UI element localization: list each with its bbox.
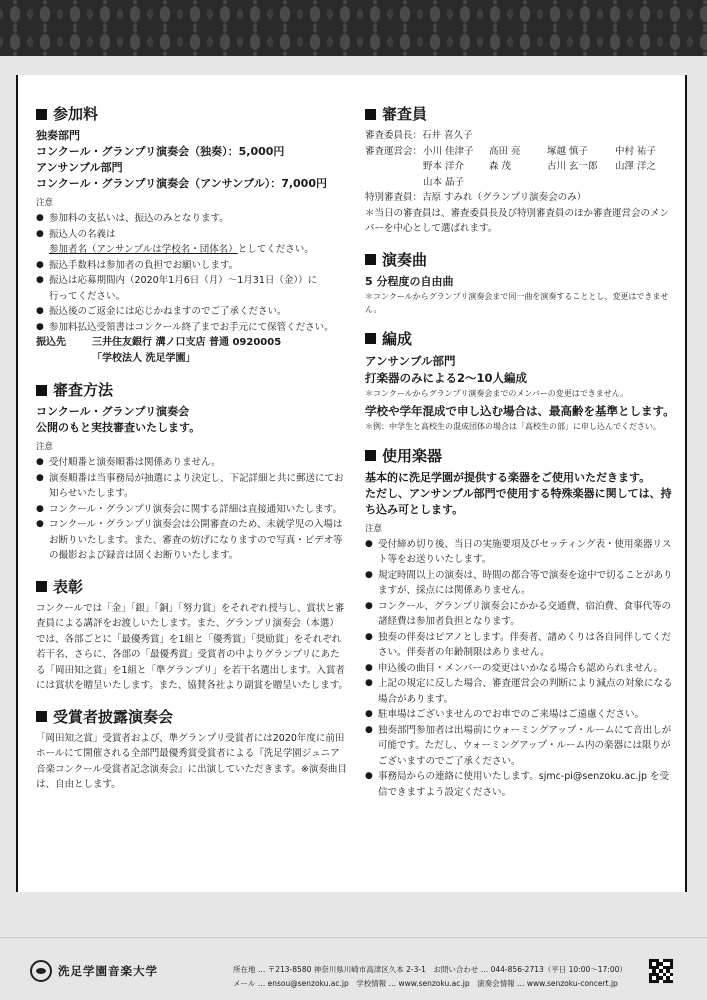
jury-member: 山本 晶子 <box>423 176 465 188</box>
form-section <box>365 330 677 433</box>
payer-name-rule: 参加者名（アンサンブルは学校名・団体名） <box>49 244 238 255</box>
method-note: ● コンクール・グランプリ演奏会は公開審査のため、未就学児の入場はお断りいたします。また、審査の妨げになりますので写真・ビデオ等の撮影および録音は固くお断りいたします。 <box>36 517 348 564</box>
fee-notes <box>36 304 348 335</box>
form-heading: 編成 <box>365 330 677 348</box>
square-bullet-icon <box>36 581 47 592</box>
decorative-damask-band <box>0 0 707 56</box>
instruments-note: ● 独奏部門参加者は出場前にウォーミングアップ・ルームにて音出しが可能です。ただし、ウォーミングアップ・ルーム内の楽器には限りがございますのでご了承ください。 <box>365 723 677 770</box>
piece-section <box>365 251 677 316</box>
square-bullet-icon <box>365 254 376 265</box>
fee-note: ● 参加料の支払いは、振込のみとなります。 <box>36 211 348 227</box>
left-column <box>36 105 348 807</box>
address-line: 所在地 … 〒213-8580 神奈川県川崎市高津区久本 2-3-1 お問い合わせ … 044-856-2713（平日 10:00～17:00） <box>233 965 627 974</box>
jury-member: 山澤 洋之 <box>615 161 657 172</box>
form-line: 打楽器のみによる2～10人編成 <box>365 370 528 385</box>
method-note: ● 受付順番と演奏順番は関係ありません。 <box>36 455 348 471</box>
instruments-note: ● 受付締め切り後、当日の実施要項及びセッティング表・使用楽器リスト等をお送りいたします。 <box>365 537 677 568</box>
square-bullet-icon <box>36 385 47 396</box>
school-emblem-icon <box>30 960 52 982</box>
fee-line: コンクール・グランプリ演奏会（独奏）：5,000円 <box>36 145 285 158</box>
jury-member: 森 茂 <box>489 161 512 172</box>
jury-member: 小川 佳津子 <box>423 145 474 157</box>
bank-holder: 「学校法人 洗足学園」 <box>92 353 196 364</box>
instruments-note: ● 駐車場はございませんのでお車でのご来場はご遠慮ください。 <box>365 707 677 723</box>
jury-board-row <box>365 144 677 191</box>
bank-label: 振込先 <box>36 337 66 348</box>
fee-note: ● 振込人の名義は <box>36 227 348 243</box>
fee-line: アンサンブル部門 <box>36 161 123 174</box>
concert-section <box>36 708 348 793</box>
square-bullet-icon <box>36 109 47 120</box>
fee-note: ● 振込後のご返金には応じかねますのでご了承ください。 <box>36 304 348 320</box>
method-note: ● 演奏順番は当事務局が抽選により決定し、下記詳細と共に郵送にてお知らせいたします。 <box>36 471 348 502</box>
instruments-note: ● コンクール、グランプリ演奏会にかかる交通費、宿泊費、食事代等の諸経費は参加者負担となります。 <box>365 599 677 630</box>
jury-member: 野本 洋介 <box>423 161 465 172</box>
method-notes <box>36 455 348 564</box>
fee-note: ● 振込は応募期間内（2020年1月6日（月）～1月31日（金））に <box>36 273 348 289</box>
note-label: 注意 <box>365 523 383 534</box>
instruments-note: ● 上記の規定に反した場合、審査運営会の判断により減点の対象になる場合があります。 <box>365 676 677 707</box>
fee-line: コンクール・グランプリ演奏会（アンサンブル）：7,000円 <box>36 177 327 190</box>
fee-section <box>36 105 348 367</box>
form-line: 学校や学年混成で申し込む場合は、最高齢を基準とします。 <box>365 403 675 418</box>
jury-board-grid <box>423 144 656 191</box>
fee-line: 独奏部門 <box>36 129 80 142</box>
concert-heading: 受賞者披露演奏会 <box>36 708 348 726</box>
method-section <box>36 381 348 564</box>
square-bullet-icon <box>36 711 47 722</box>
method-line: コンクール・グランプリ演奏会 <box>36 405 190 418</box>
form-line: アンサンブル部門 <box>365 353 456 368</box>
instruments-note: ● 事務局からの連絡に使用いたします。sjmc-pi@senzoku.ac.jp を受信できますよう設定ください。 <box>365 769 677 800</box>
jury-member: 塚越 慎子 <box>547 145 589 157</box>
award-text: コンクールでは「金」「銀」「銅」「努力賞」をそれぞれ授与し、賞状と審査員による講評をお渡しいたします。また、グランプリ演奏会（本選）では、各部ごとに「最優秀賞」を1組と「優秀賞」「奨励賞」をそれぞれ若干名、さらに、各部の「最優秀賞」受賞者の中よりグランプリにあたる「岡田知之賞」を1組と「準グランプリ」を若干名選出します。入賞者には賞状を贈呈いたします。また、協賛各社より副賞を贈呈いたします。 <box>36 602 348 691</box>
fee-note: ● 参加料払込受領書はコンクール終了までお手元にて保管ください。 <box>36 320 348 336</box>
form-note: ＊コンクールからグランプリ演奏会までのメンバーの変更はできません。 <box>365 388 629 398</box>
instruments-note: ● 規定時間以上の演奏は、時間の都合等で演奏を途中で切ることがありますが、採点には関係ありません。 <box>365 568 677 599</box>
piece-heading: 演奏曲 <box>365 251 677 269</box>
fee-note-continuation: 参加者名（アンサンブルは学校名・団体名）としてください。 <box>49 244 314 255</box>
footer <box>0 937 707 1000</box>
bank-info <box>36 335 348 367</box>
piece-note: ＊コンクールからグランプリ演奏会まで同一曲を演奏することとし、変更はできません。 <box>365 291 669 314</box>
jury-member: 高田 亮 <box>489 145 521 157</box>
instruments-note: ● 独奏の伴奏はピアノとします。伴奏者、譜めくりは各自同伴してください。伴奏者の年齢制限はありません。 <box>365 630 677 661</box>
content-panel <box>16 75 687 892</box>
instruments-heading: 使用楽器 <box>365 447 677 465</box>
jury-chair-row <box>365 128 677 144</box>
square-bullet-icon <box>365 333 376 344</box>
school-name: 洗足学園音楽大学 <box>58 964 158 978</box>
fee-notes <box>36 258 348 289</box>
instruments-line: 基本的に洗足学園が提供する楽器をご使用いただきます。 <box>365 470 651 484</box>
contact-info <box>233 963 627 991</box>
fee-notes <box>36 211 348 242</box>
jury-member: 中村 祐子 <box>615 145 657 157</box>
instruments-notes <box>365 537 677 801</box>
fee-heading: 参加料 <box>36 105 348 123</box>
square-bullet-icon <box>365 450 376 461</box>
award-section <box>36 578 348 694</box>
note-label: 注意 <box>36 198 54 208</box>
jury-section <box>365 105 677 237</box>
concert-text: 「岡田知之賞」受賞者および、準グランプリ受賞者には2020年度に前田ホールにて開催される全部門最優秀賞受賞者による『洗足学園ジュニア音楽コンクール受賞者記念演奏会』に出演していただきます。※演奏曲目は、自由とします。 <box>36 732 347 790</box>
jury-board-label: 審査運営会： <box>365 145 423 157</box>
method-heading: 審査方法 <box>36 381 348 399</box>
school-logo <box>30 960 158 982</box>
piece-line: 5 分程度の自由曲 <box>365 274 454 288</box>
form-note: ＊例：中学生と高校生の混成団体の場合は「高校生の部」に申し込んでください。 <box>365 421 661 431</box>
note-label: 注意 <box>36 442 54 452</box>
jury-member: 古川 玄一郎 <box>547 161 598 172</box>
qr-code-icon[interactable] <box>648 958 674 984</box>
jury-chair-label: 審査委員長： <box>365 130 423 141</box>
method-line: 公開のもと実技審査いたします。 <box>36 421 201 434</box>
fee-note-continuation: 行ってください。 <box>49 290 126 302</box>
square-bullet-icon <box>365 109 376 120</box>
jury-chair: 石井 喜久子 <box>422 130 473 141</box>
instruments-section <box>365 447 677 801</box>
instruments-note: ● 申込後の曲目・メンバーの変更はいかなる場合も認められません。 <box>365 661 677 677</box>
method-note: ● コンクール・グランプリ演奏会に関する詳細は直接通知いたします。 <box>36 502 348 518</box>
jury-note: ＊当日の審査員は、審査委員長及び特別審査員のほか審査運営会のメンバーを中心として選ばれます。 <box>365 207 670 234</box>
jury-special-row <box>365 190 677 206</box>
instruments-line: ただし、アンサンブル部門で使用する特殊楽器に関しては、持ち込み可とします。 <box>365 486 672 516</box>
award-heading: 表彰 <box>36 578 348 596</box>
fee-note: ● 振込手数料は参加者の負担でお願いします。 <box>36 258 348 274</box>
right-column <box>365 105 677 814</box>
web-line: メール … ensou@senzoku.ac.jp 学校情報 … www.senzoku.ac.jp 演奏会情報 … www.senzoku-concert.jp <box>233 979 618 988</box>
jury-special-label: 特別審査員： <box>365 192 423 203</box>
bank-account: 三井住友銀行 溝ノ口支店 普通 0920005 <box>92 337 282 348</box>
jury-heading: 審査員 <box>365 105 677 123</box>
jury-special: 吉原 すみれ（グランプリ演奏会のみ） <box>422 192 587 203</box>
